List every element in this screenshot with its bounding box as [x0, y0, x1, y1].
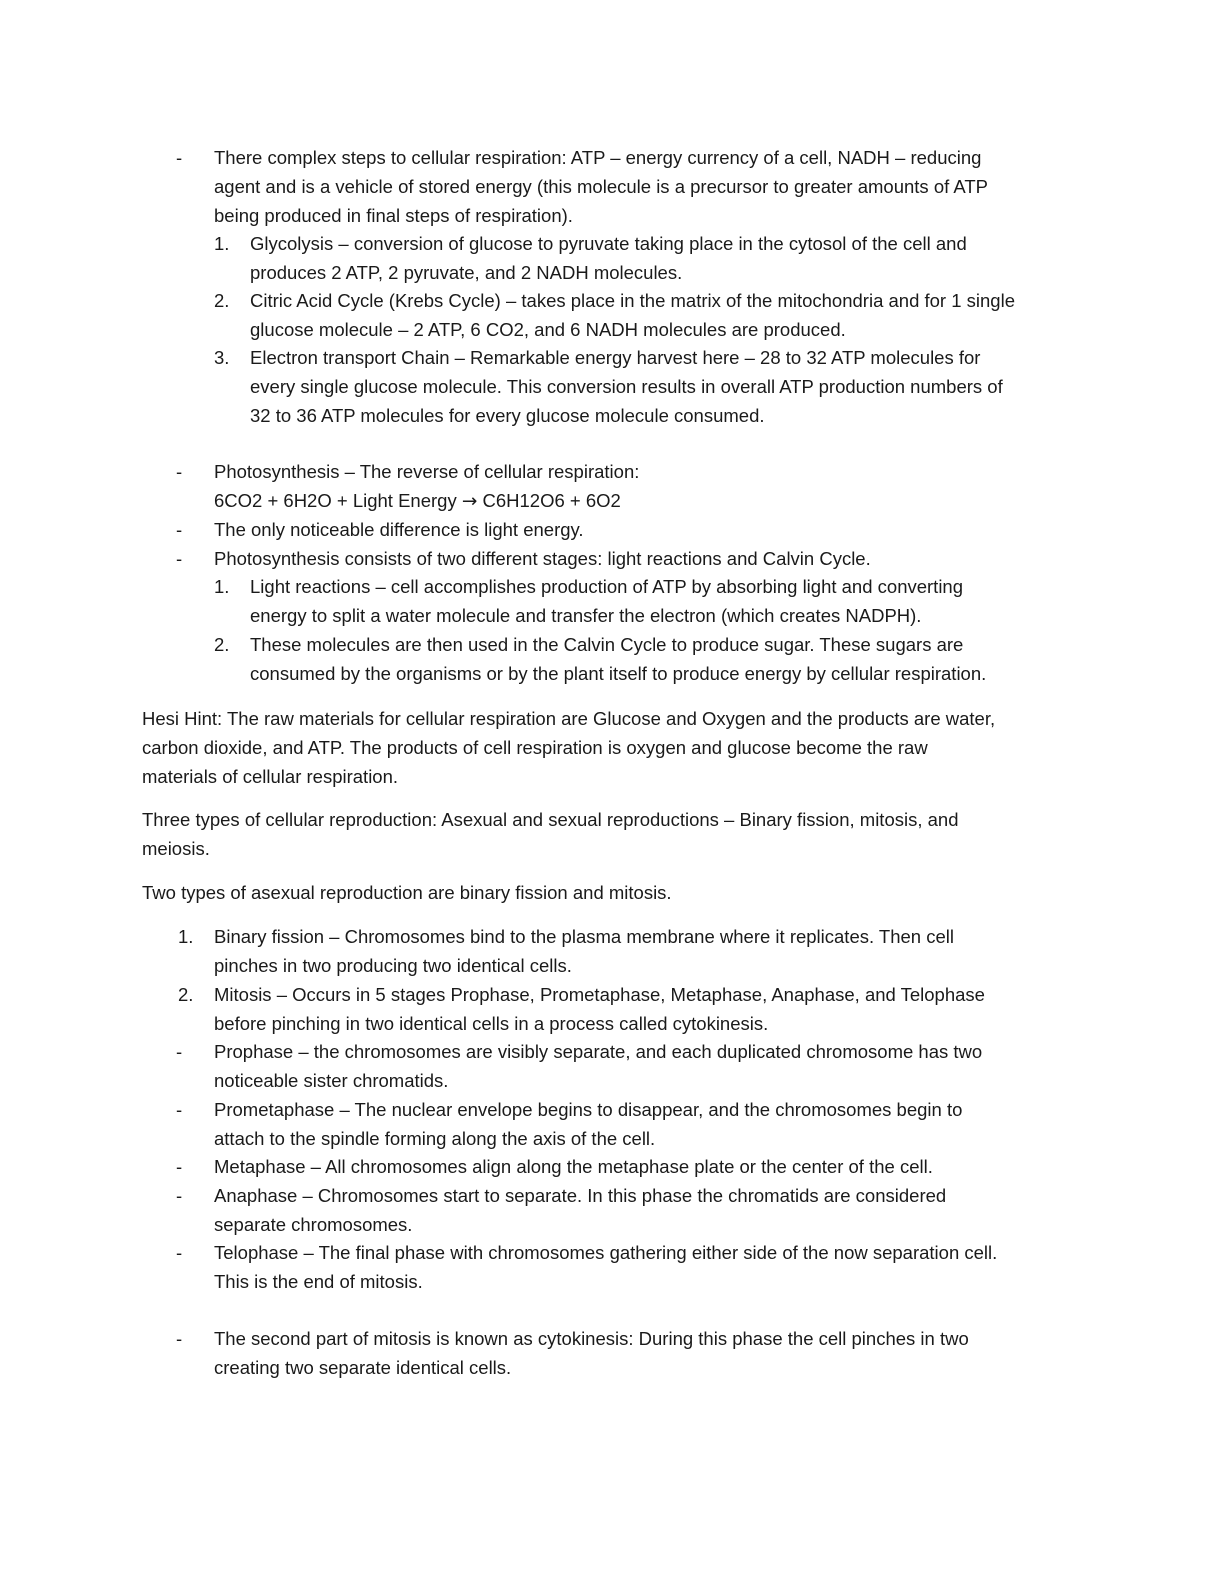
respiration-step-3	[214, 343, 1003, 430]
list-number: 1.	[214, 576, 230, 597]
text-line: There complex steps to cellular respiration: ATP – energy currency of a cell, NADH – reducing	[214, 147, 982, 168]
bullet-dash: -	[176, 461, 183, 482]
text-line: These molecules are then used in the Calvin Cycle to produce sugar. These sugars are	[250, 634, 964, 655]
text-line: 32 to 36 ATP molecules for every glucose molecule consumed.	[250, 405, 765, 426]
photosynthesis-stage-2	[214, 630, 987, 688]
text-line: Metaphase – All chromosomes align along the metaphase plate or the center of the cell.	[214, 1156, 933, 1177]
respiration-step-2	[214, 286, 1015, 344]
text-line: produces 2 ATP, 2 pyruvate, and 2 NADH molecules.	[250, 262, 683, 283]
bullet-dash: -	[176, 1185, 183, 1206]
list-number: 2.	[178, 984, 194, 1005]
photosynthesis-bullet	[176, 457, 640, 516]
photosynthesis-equation	[214, 486, 639, 516]
cytokinesis-bullet	[176, 1324, 969, 1382]
text-line: This is the end of mitosis.	[214, 1271, 423, 1292]
list-number: 1.	[178, 926, 194, 947]
reproduction-types-paragraph	[142, 805, 958, 863]
text-line: Citric Acid Cycle (Krebs Cycle) – takes place in the matrix of the mitochondria and for 1 single	[250, 290, 1015, 311]
text-line: Binary fission – Chromosomes bind to the plasma membrane where it replicates. Then cell	[214, 926, 954, 947]
text-line: Two types of asexual reproduction are binary fission and mitosis.	[142, 882, 672, 903]
text-line: Photosynthesis consists of two different stages: light reactions and Calvin Cycle.	[214, 548, 871, 569]
text-line: Three types of cellular reproduction: Asexual and sexual reproductions – Binary fission, mitosis, and	[142, 809, 959, 830]
text-line: noticeable sister chromatids.	[214, 1070, 449, 1091]
text-line: materials of cellular respiration.	[142, 766, 399, 787]
text-line: Mitosis – Occurs in 5 stages Prophase, Prometaphase, Metaphase, Anaphase, and Telophase	[214, 984, 985, 1005]
text-line: pinches in two producing two identical cells.	[214, 955, 572, 976]
right-arrow-icon: →	[461, 491, 478, 512]
equation-reactants: 6CO2 + 6H2O + Light Energy	[214, 490, 462, 511]
bullet-dash: -	[176, 1041, 183, 1062]
bullet-dash: -	[176, 519, 183, 540]
list-number: 3.	[214, 347, 230, 368]
text-line: being produced in final steps of respiration).	[214, 205, 573, 226]
text-line: meiosis.	[142, 838, 210, 859]
list-number: 1.	[214, 233, 230, 254]
asexual-intro-paragraph	[142, 878, 672, 907]
text-line: energy to split a water molecule and transfer the electron (which creates NADPH).	[250, 605, 922, 626]
text-line: before pinching in two identical cells in a process called cytokinesis.	[214, 1013, 769, 1034]
asexual-item-1	[178, 922, 954, 980]
text-line: agent and is a vehicle of stored energy (this molecule is a precursor to greater amounts of ATP	[214, 176, 988, 197]
stages-bullet	[176, 544, 871, 573]
text-line: Hesi Hint: The raw materials for cellular respiration are Glucose and Oxygen and the products are water,	[142, 708, 996, 729]
bullet-dash: -	[176, 1156, 183, 1177]
text-line: Electron transport Chain – Remarkable energy harvest here – 28 to 32 ATP molecules for	[250, 347, 981, 368]
hesi-hint-paragraph	[142, 704, 995, 791]
respiration-step-1	[214, 229, 967, 287]
text-line: The only noticeable difference is light energy.	[214, 519, 584, 540]
text-line: carbon dioxide, and ATP. The products of cell respiration is oxygen and glucose become the raw	[142, 737, 928, 758]
text-line: The second part of mitosis is known as cytokinesis: During this phase the cell pinches in two	[214, 1328, 969, 1349]
phase-anaphase	[176, 1181, 947, 1239]
text-line: separate chromosomes.	[214, 1214, 413, 1235]
photosynthesis-stage-1	[214, 572, 964, 630]
text-line: creating two separate identical cells.	[214, 1357, 512, 1378]
text-line: Photosynthesis – The reverse of cellular respiration:	[214, 461, 640, 482]
respiration-bullet	[176, 143, 988, 230]
text-line: attach to the spindle forming along the axis of the cell.	[214, 1128, 656, 1149]
list-number: 2.	[214, 634, 230, 655]
bullet-dash: -	[176, 1328, 183, 1349]
text-line: Anaphase – Chromosomes start to separate. In this phase the chromatids are considered	[214, 1185, 947, 1206]
text-line: consumed by the organisms or by the plant itself to produce energy by cellular respiration.	[250, 663, 987, 684]
text-line: every single glucose molecule. This conversion results in overall ATP production numbers of	[250, 376, 1003, 397]
list-number: 2.	[214, 290, 230, 311]
text-line: Prometaphase – The nuclear envelope begins to disappear, and the chromosomes begin to	[214, 1099, 963, 1120]
bullet-dash: -	[176, 1099, 183, 1120]
equation-products: C6H12O6 + 6O2	[477, 490, 621, 511]
asexual-item-2	[178, 980, 985, 1038]
phase-metaphase	[176, 1152, 933, 1181]
bullet-dash: -	[176, 1242, 183, 1263]
phase-prophase	[176, 1037, 983, 1095]
phase-prometaphase	[176, 1095, 963, 1153]
bullet-dash: -	[176, 548, 183, 569]
text-line: Light reactions – cell accomplishes production of ATP by absorbing light and converting	[250, 576, 964, 597]
phase-telophase	[176, 1238, 998, 1296]
difference-bullet	[176, 515, 584, 544]
text-line: Telophase – The final phase with chromosomes gathering either side of the now separation cell.	[214, 1242, 998, 1263]
text-line: glucose molecule – 2 ATP, 6 CO2, and 6 NADH molecules are produced.	[250, 319, 846, 340]
text-line: Prophase – the chromosomes are visibly separate, and each duplicated chromosome has two	[214, 1041, 983, 1062]
text-line: Glycolysis – conversion of glucose to pyruvate taking place in the cytosol of the cell and	[250, 233, 967, 254]
bullet-dash: -	[176, 147, 183, 168]
